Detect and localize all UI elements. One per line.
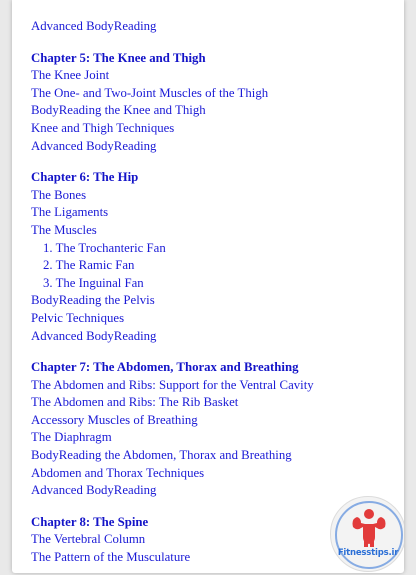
toc-link-2-the-ramic-fan[interactable]: 2. The Ramic Fan	[43, 258, 135, 273]
toc-chapter-heading[interactable]: Chapter 6: The Hip	[31, 170, 139, 185]
watermark-logo	[330, 496, 404, 572]
toc-link-the-vertebral-column[interactable]: The Vertebral Column	[31, 532, 146, 547]
toc-chapter-heading[interactable]: Chapter 5: The Knee and Thigh	[31, 50, 206, 65]
toc-link-the-pattern-of-the-musculature[interactable]: The Pattern of the Musculature	[31, 550, 191, 565]
toc-link-the-one-and-two-joint-muscles-of-the-thigh[interactable]: The One- and Two-Joint Muscles of the Thigh	[31, 85, 269, 100]
toc-link-the-muscles[interactable]: The Muscles	[31, 222, 97, 237]
toc-link-bodyreading-the-knee-and-thigh[interactable]: BodyReading the Knee and Thigh	[31, 103, 206, 118]
toc-link-pelvic-techniques[interactable]: Pelvic Techniques	[31, 310, 125, 325]
toc-link-bodyreading-the-abdomen-thorax-and-breathing[interactable]: BodyReading the Abdomen, Thorax and Breathing	[31, 448, 292, 463]
toc-link-advanced-bodyreading[interactable]: Advanced BodyReading	[31, 328, 157, 343]
toc-link-knee-and-thigh-techniques[interactable]: Knee and Thigh Techniques	[31, 120, 175, 135]
toc-link-abdomen-and-thorax-techniques[interactable]: Abdomen and Thorax Techniques	[31, 465, 205, 480]
toc-link-the-ligaments[interactable]: The Ligaments	[31, 205, 109, 220]
toc-chapter-heading[interactable]: Chapter 7: The Abdomen, Thorax and Breathing	[31, 360, 299, 375]
toc-chapter-section	[31, 50, 394, 156]
toc-link-the-bones[interactable]: The Bones	[31, 187, 87, 202]
toc-link-advanced-bodyreading[interactable]: Advanced BodyReading	[31, 138, 157, 153]
toc-chapter-section	[31, 359, 394, 500]
toc-link-bodyreading-the-pelvis[interactable]: BodyReading the Pelvis	[31, 293, 155, 308]
bodybuilder-logo-icon	[331, 497, 404, 572]
toc-link-1-the-trochanteric-fan[interactable]: 1. The Trochanteric Fan	[43, 240, 166, 255]
toc-link-3-the-inguinal-fan[interactable]: 3. The Inguinal Fan	[43, 275, 144, 290]
toc-link-the-abdomen-and-ribs-the-rib-basket[interactable]: The Abdomen and Ribs: The Rib Basket	[31, 395, 239, 410]
toc-chapter-section	[31, 169, 394, 345]
table-of-contents	[31, 18, 394, 567]
toc-link-advanced-bodyreading[interactable]: Advanced BodyReading	[31, 19, 157, 33]
toc-link-the-diaphragm[interactable]: The Diaphragm	[31, 430, 112, 445]
document-page	[12, 0, 404, 573]
watermark-text: Fitnesstips.ir	[337, 548, 399, 558]
toc-link-the-abdomen-and-ribs-support-for-the-ventral-cavity[interactable]: The Abdomen and Ribs: Support for the Ventral Cavity	[31, 377, 314, 392]
toc-link-advanced-bodyreading[interactable]: Advanced BodyReading	[31, 483, 157, 498]
toc-chapter-heading[interactable]: Chapter 8: The Spine	[31, 514, 149, 529]
toc-link-accessory-muscles-of-breathing[interactable]: Accessory Muscles of Breathing	[31, 412, 198, 427]
toc-link-the-knee-joint[interactable]: The Knee Joint	[31, 68, 110, 83]
